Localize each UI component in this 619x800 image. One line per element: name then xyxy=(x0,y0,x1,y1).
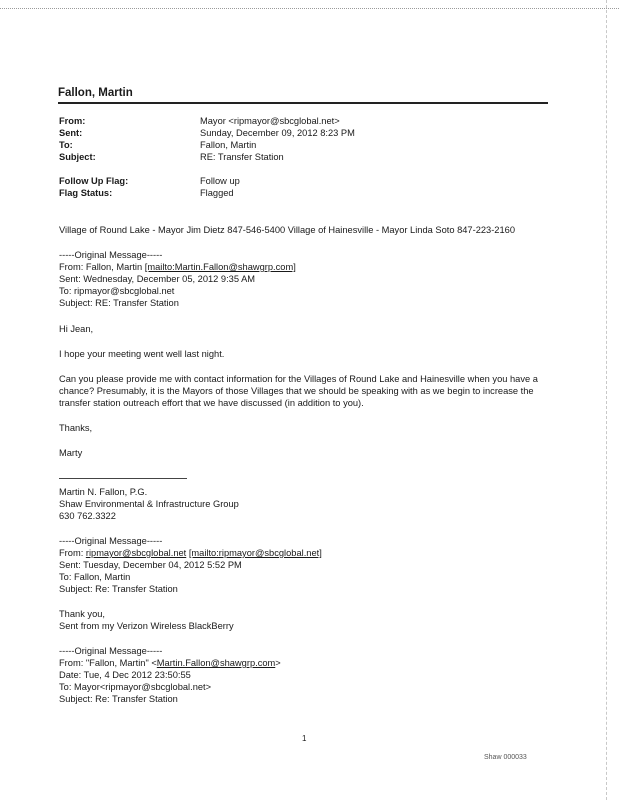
msg1-sent: Sent: Wednesday, December 05, 2012 9:35 AM xyxy=(59,274,256,284)
msg2-from-email-link[interactable]: ripmayor@sbcglobal.net xyxy=(85,548,187,558)
follow-up-flag-label: Follow Up Flag: xyxy=(59,176,129,186)
original-message-separator: -----Original Message----- xyxy=(59,250,163,260)
msg3-from-email-link[interactable]: Martin.Fallon@shawgrp.com xyxy=(156,658,276,668)
contact-line: Village of Round Lake - Mayor Jim Dietz 847-546-5400 Village of Hainesville - Mayor Linda Soto 847-223-2160 xyxy=(59,225,515,235)
follow-up-flag-value: Follow up xyxy=(200,176,240,186)
msg1-paragraph-2-line-2: chance? Presumably, it is the Mayors of those Villages that we should be speaking with as we begin to increase the xyxy=(59,386,534,396)
msg3-subject: Subject: Re: Transfer Station xyxy=(59,694,178,704)
bates-number: Shaw 000033 xyxy=(484,754,527,761)
subject-value: RE: Transfer Station xyxy=(200,152,284,162)
sent-label: Sent: xyxy=(59,128,83,138)
msg1-to: To: ripmayor@sbcglobal.net xyxy=(59,286,175,296)
msg2-mailto-link[interactable]: [mailto:ripmayor@sbcglobal.net] xyxy=(188,548,322,558)
msg1-mailto-link[interactable]: [mailto:Martin.Fallon@shawgrp.com] xyxy=(144,262,296,272)
msg1-signoff: Marty xyxy=(59,448,83,458)
msg2-from xyxy=(59,547,322,560)
msg2-sent-from: Sent from my Verizon Wireless BlackBerry xyxy=(59,621,234,631)
msg1-thanks: Thanks, xyxy=(59,423,93,433)
flag-status-label: Flag Status: xyxy=(59,188,113,198)
original-message-separator: -----Original Message----- xyxy=(59,536,163,546)
to-value: Fallon, Martin xyxy=(200,140,257,150)
from-value: Mayor <ripmayor@sbcglobal.net> xyxy=(200,116,340,126)
signature-name: Martin N. Fallon, P.G. xyxy=(59,487,148,497)
page-number: 1 xyxy=(302,734,307,743)
page-title: Fallon, Martin xyxy=(58,87,133,99)
original-message-separator: -----Original Message----- xyxy=(59,646,163,656)
msg1-paragraph-1: I hope your meeting went well last night. xyxy=(59,349,225,359)
scan-noise-top xyxy=(0,0,619,9)
msg3-to: To: Mayor<ripmayor@sbcglobal.net> xyxy=(59,682,212,692)
msg2-to: To: Fallon, Martin xyxy=(59,572,131,582)
title-rule xyxy=(58,102,548,104)
msg3-date: Date: Tue, 4 Dec 2012 23:50:55 xyxy=(59,670,191,680)
signature-company: Shaw Environmental & Infrastructure Group xyxy=(59,499,239,509)
from-label: From: xyxy=(59,116,86,126)
to-label: To: xyxy=(59,140,73,150)
msg3-from xyxy=(59,657,281,670)
msg1-paragraph-2-line-1: Can you please provide me with contact information for the Villages of Round Lake and Hainesville when you have a xyxy=(59,374,538,384)
msg3-from-suffix: > xyxy=(275,658,281,668)
scan-noise-right xyxy=(606,0,611,800)
msg1-from-prefix: From: Fallon, Martin xyxy=(59,262,145,272)
signature-rule xyxy=(59,478,187,479)
msg1-greeting: Hi Jean, xyxy=(59,324,94,334)
msg1-subject: Subject: RE: Transfer Station xyxy=(59,298,179,308)
sent-value: Sunday, December 09, 2012 8:23 PM xyxy=(200,128,355,138)
subject-label: Subject: xyxy=(59,152,96,162)
msg2-sent: Sent: Tuesday, December 04, 2012 5:52 PM xyxy=(59,560,242,570)
msg2-thanks: Thank you, xyxy=(59,609,105,619)
msg2-from-prefix: From: xyxy=(59,548,86,558)
signature-phone: 630 762.3322 xyxy=(59,511,116,521)
msg2-subject: Subject: Re: Transfer Station xyxy=(59,584,178,594)
msg1-from xyxy=(59,261,296,274)
msg1-paragraph-2-line-3: transfer station outreach effort that we have discussed (in addition to you). xyxy=(59,398,364,408)
msg3-from-prefix: From: "Fallon, Martin" < xyxy=(59,658,157,668)
flag-status-value: Flagged xyxy=(200,188,234,198)
